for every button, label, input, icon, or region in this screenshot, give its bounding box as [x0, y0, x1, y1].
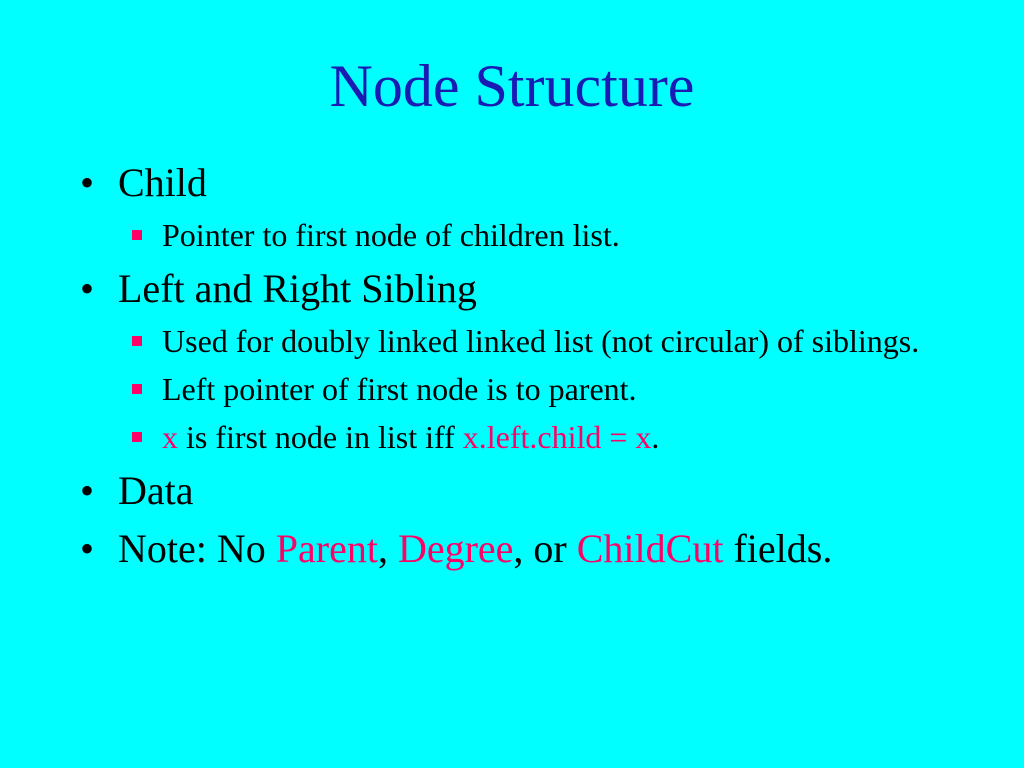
bullet-dot-icon: •: [80, 266, 95, 311]
field-childcut: ChildCut: [576, 526, 724, 571]
square-bullet-icon: [132, 432, 142, 442]
bullet-left-right-sibling: [80, 266, 940, 312]
field-degree: Degree: [397, 526, 514, 571]
code-x: x: [162, 419, 178, 455]
sub-bullet-left-pointer: [80, 370, 940, 408]
sub-bullet-text-end: .: [651, 419, 660, 455]
bullet-text: Data: [118, 468, 194, 513]
bullet-child: [80, 160, 940, 206]
note-suffix: fields.: [723, 526, 833, 571]
sub-bullet-first-node-condition: [80, 418, 940, 456]
square-bullet-icon: [132, 230, 142, 240]
sub-bullet-child-pointer: [80, 216, 940, 254]
bullet-dot-icon: •: [80, 468, 95, 513]
sub-bullet-text: Pointer to first node of children list.: [162, 217, 620, 253]
code-left-child-expression: x.left.child = x: [462, 419, 652, 455]
field-parent: Parent: [275, 526, 378, 571]
sub-bullet-text: Used for doubly linked linked list (not circular) of siblings.: [162, 323, 920, 359]
bullet-data: [80, 468, 940, 514]
note-or: , or: [513, 526, 577, 571]
note-prefix: Note: No: [118, 526, 276, 571]
bullet-text: Child: [118, 160, 207, 205]
bullet-note: [80, 526, 940, 572]
sub-bullet-text: Left pointer of first node is to parent.: [162, 371, 637, 407]
bullet-text: Left and Right Sibling: [118, 266, 477, 311]
slide-title: Node Structure: [329, 53, 695, 119]
bullet-dot-icon: •: [80, 526, 95, 571]
note-comma: ,: [377, 526, 398, 571]
bullet-dot-icon: •: [80, 160, 95, 205]
square-bullet-icon: [132, 384, 142, 394]
sub-bullet-doubly-linked: [80, 322, 940, 360]
slide-body: [80, 160, 940, 584]
sub-bullet-text: is first node in list iff: [178, 419, 463, 455]
square-bullet-icon: [132, 336, 142, 346]
